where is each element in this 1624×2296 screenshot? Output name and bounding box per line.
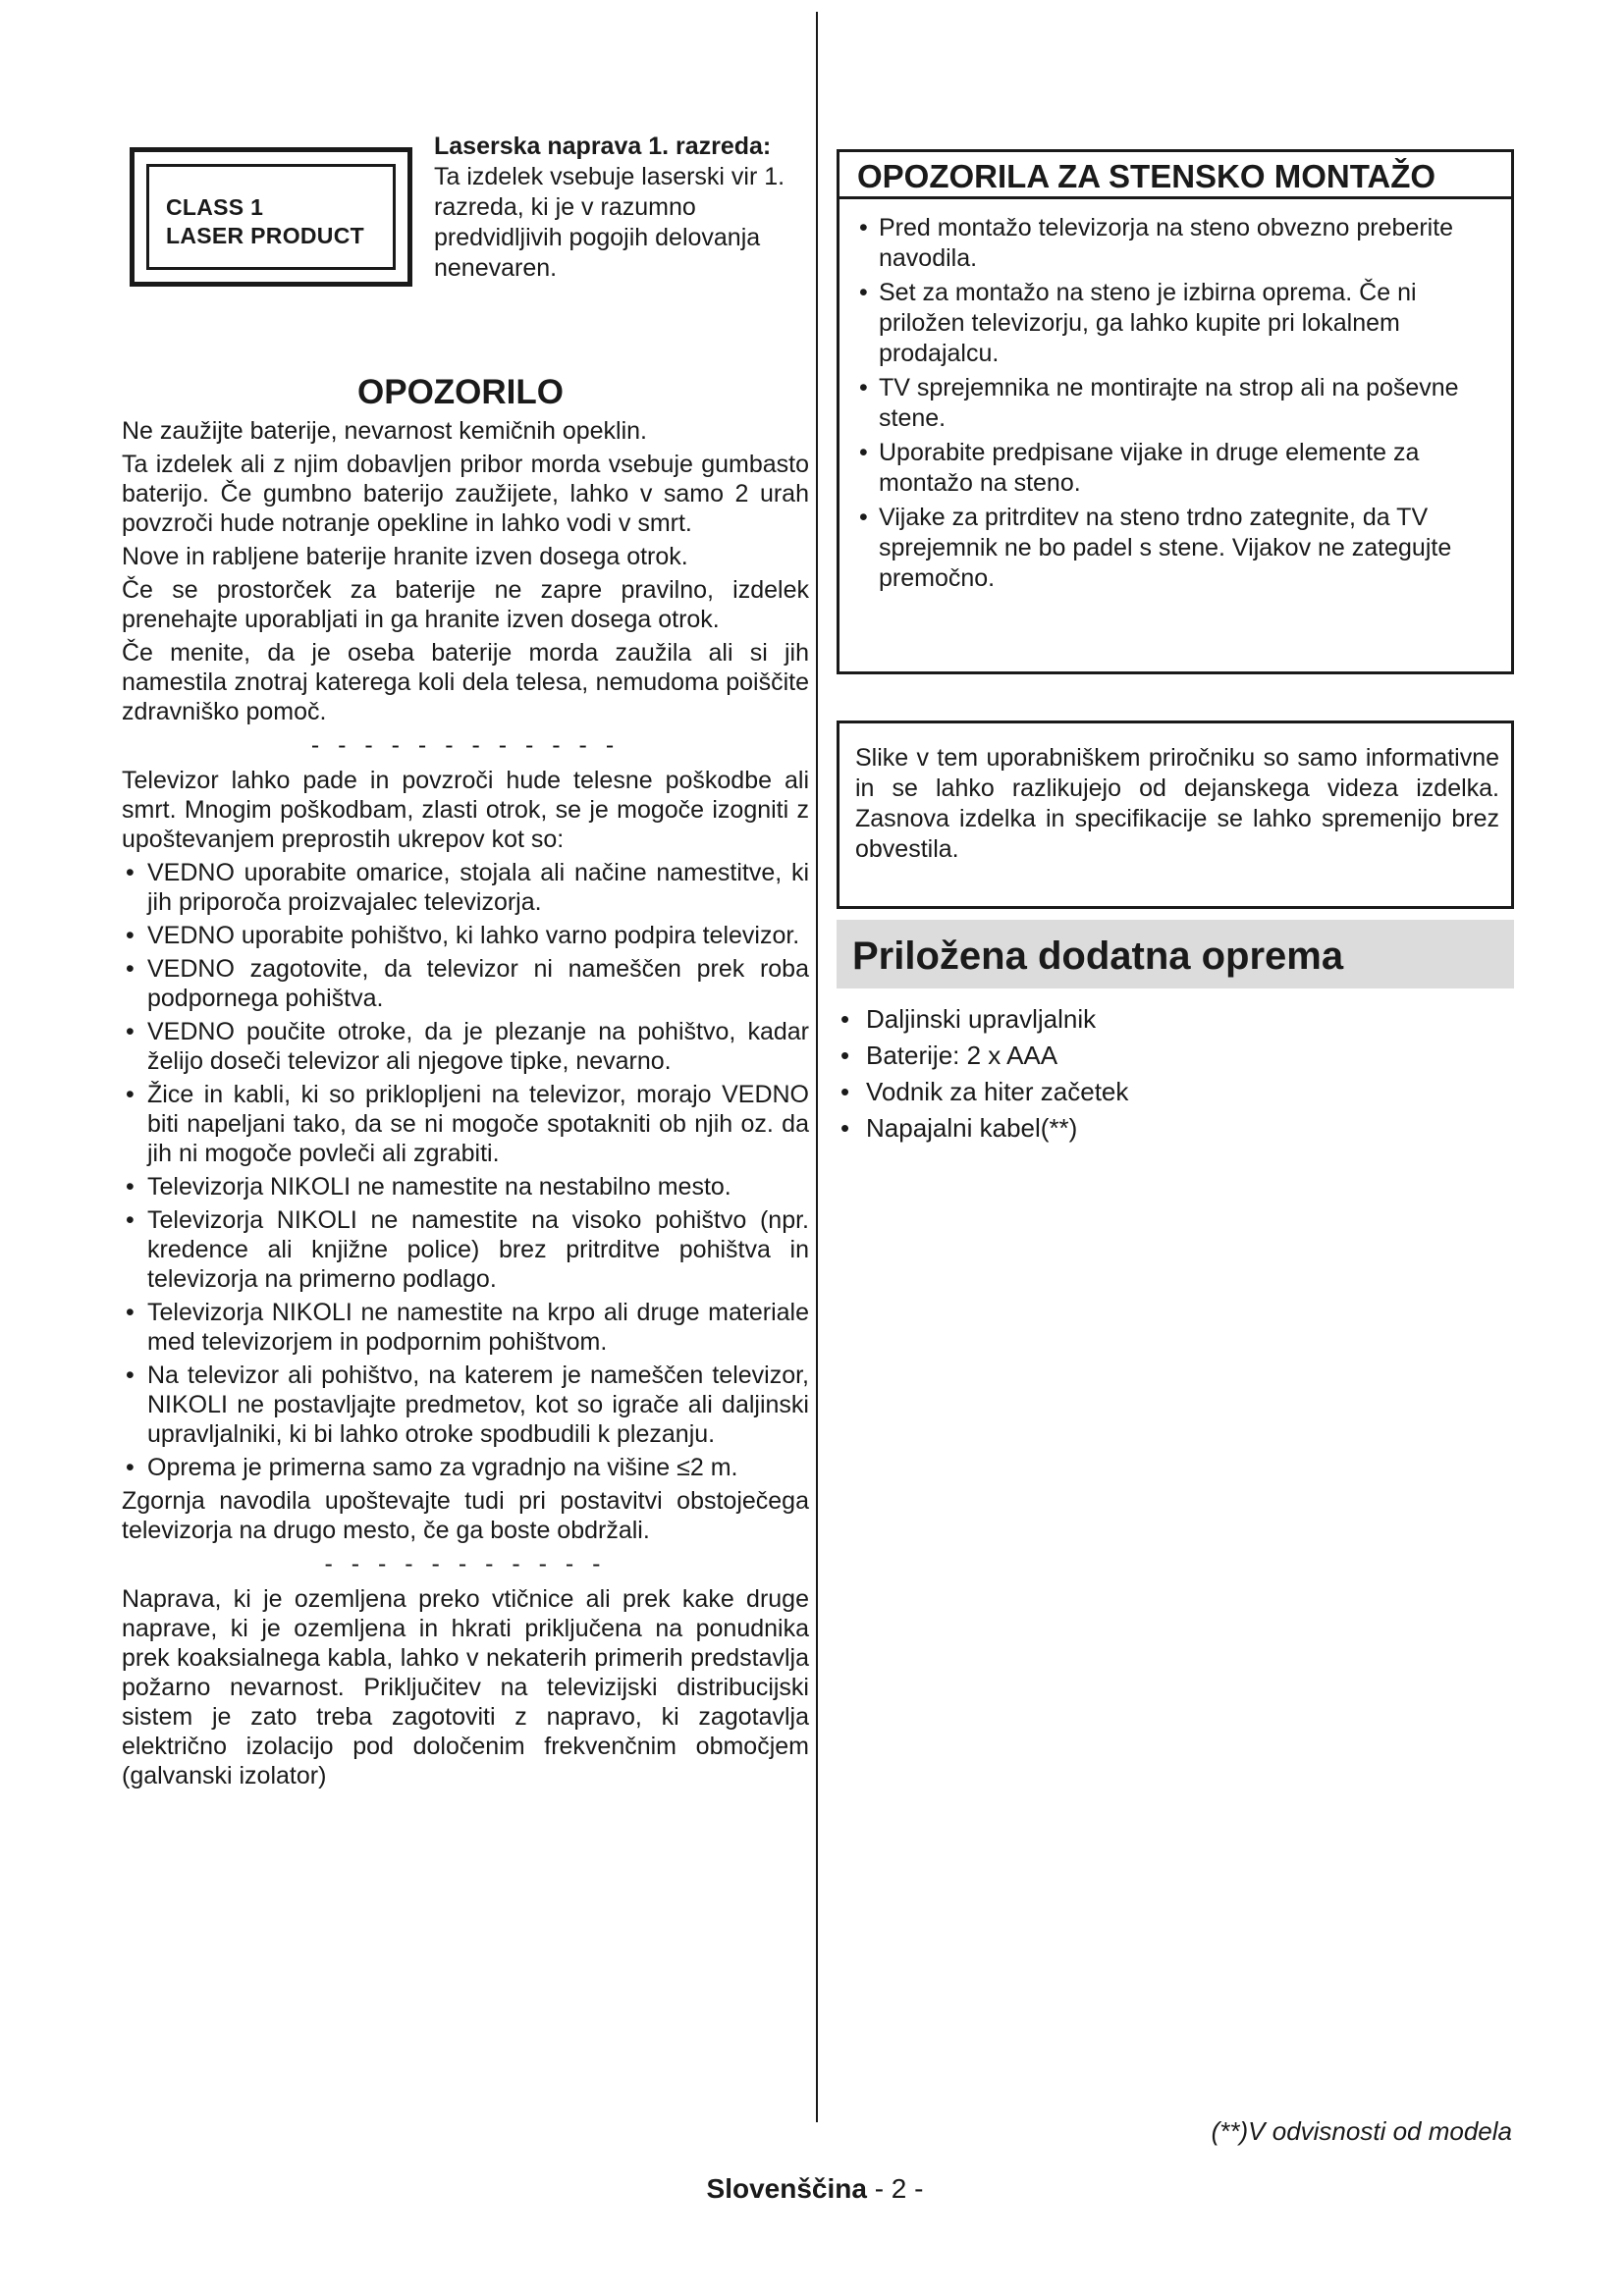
list-item: • Napajalni kabel(**) bbox=[837, 1112, 1514, 1145]
list-item: • Televizorja NIKOLI ne namestite na nestabilno mesto. bbox=[122, 1172, 809, 1201]
list-item: • Žice in kabli, ki so priklopljeni na televizor, morajo VEDNO biti napeljani tako, da se ni mogoče spotakniti ob njih oz. da jih ni mogoče povleči ali zgrabiti. bbox=[122, 1080, 809, 1168]
warning-p4: Če se prostorček za baterije ne zapre pravilno, izdelek prenehajte uporabljati in ga hranite izven dosega otrok. bbox=[122, 576, 809, 633]
page-footer bbox=[589, 2173, 1041, 2205]
list-item: • Vodnik za hiter začetek bbox=[837, 1076, 1514, 1108]
list-item: • Daljinski upravljalnik bbox=[837, 1003, 1514, 1036]
laser-class-label bbox=[130, 147, 412, 287]
separator: - - - - - - - - - - - bbox=[324, 1550, 607, 1577]
list-item: • Pred montažo televizorja na steno obvezno preberite navodila. bbox=[855, 213, 1501, 274]
tv-safety-list bbox=[122, 858, 809, 1482]
tv-intro: Televizor lahko pade in povzroči hude telesne poškodbe ali smrt. Mnogim poškodbam, zlasti otrok, se je mogoče izogniti z upoštevanjem preprostih ukrepov kot so: bbox=[122, 767, 809, 853]
footer-language: Slovenščina bbox=[706, 2173, 867, 2204]
footnote: (**)V odvisnosti od modela bbox=[1211, 2116, 1512, 2146]
accessories-list bbox=[837, 1003, 1514, 1148]
warning-title: OPOZORILO bbox=[357, 373, 564, 411]
laser-label-line1: CLASS 1 bbox=[166, 194, 264, 220]
list-item: • Vijake za pritrditev na steno trdno zategnite, da TV sprejemnik ne bo padel s stene. Vijakov ne zategujte premočno. bbox=[855, 503, 1501, 594]
list-item: • Televizorja NIKOLI ne namestite na visoko pohištvo (npr. kredence ali knjižne police) brez pritrditve pohištva in televizorja na primerno podlago. bbox=[122, 1205, 809, 1294]
wall-mount-title: OPOZORILA ZA STENSKO MONTAŽO bbox=[839, 152, 1511, 199]
list-item: • Baterije: 2 x AAA bbox=[837, 1040, 1514, 1072]
laser-label-text bbox=[166, 193, 364, 250]
wall-mount-warning-box bbox=[837, 149, 1514, 674]
list-item: • Uporabite predpisane vijake in druge elemente za montažo na steno. bbox=[855, 438, 1501, 499]
laser-label-line2: LASER PRODUCT bbox=[166, 223, 364, 248]
list-item: • VEDNO uporabite pohištvo, ki lahko varno podpira televizor. bbox=[122, 921, 809, 950]
warning-body bbox=[122, 416, 809, 1794]
accessories-title: Priložena dodatna oprema bbox=[837, 920, 1514, 988]
laser-text: Ta izdelek vsebuje laserski vir 1. razreda, ki je v razumno predvidljivih pogojih delovanja nenevaren. bbox=[434, 163, 785, 282]
list-item: • Oprema je primerna samo za vgradnjo na višine ≤2 m. bbox=[122, 1453, 809, 1482]
warning-p2: Ta izdelek ali z njim dobavljen pribor morda vsebuje gumbasto baterijo. Če gumbno baterijo zaužijete, lahko v samo 2 urah povzroči hude notranje opekline in lahko vodi v smrt. bbox=[122, 451, 809, 537]
laser-description bbox=[434, 132, 803, 284]
warning-p3: Nove in rabljene baterije hranite izven dosega otrok. bbox=[122, 543, 688, 570]
footer-page-number: - 2 - bbox=[874, 2173, 924, 2204]
laser-heading: Laserska naprava 1. razreda: bbox=[434, 133, 772, 160]
list-item: • Na televizor ali pohištvo, na katerem je nameščen televizor, NIKOLI ne postavljajte predmetov, kot so igrače ali daljinski upravljalniki, ki bi lahko otroke spodbudili k plezanju. bbox=[122, 1361, 809, 1449]
separator: - - - - - - - - - - - - bbox=[310, 731, 621, 759]
grounding-note: Naprava, ki je ozemljena preko vtičnice ali prek kake druge naprave, ki je ozemljena in hkrati priključena na ponudnika prek koaksialnega kabla, lahko v nekaterih primerih predstavlja požarno nevarnost. Priključitev na televizijski distribucijski sistem je zato treba zagotoviti z napravo, ki zagotavlja električno izolacijo pod določenim frekvenčnim območjem (galvanski izolator) bbox=[122, 1585, 809, 1789]
relocation-note: Zgornja navodila upoštevajte tudi pri postavitvi obstoječega televizorja na drugo mesto, če ga boste obdržali. bbox=[122, 1487, 809, 1544]
list-item: • Televizorja NIKOLI ne namestite na krpo ali druge materiale med televizorjem in podpornim pohištvom. bbox=[122, 1298, 809, 1357]
column-divider bbox=[816, 12, 818, 2122]
list-item: • TV sprejemnika ne montirajte na strop ali na poševne stene. bbox=[855, 373, 1501, 434]
warning-p5: Če menite, da je oseba baterije morda zaužila ali si jih namestila znotraj katerega koli dela telesa, nemudoma poiščite zdravniško pomoč. bbox=[122, 639, 809, 725]
list-item: • VEDNO zagotovite, da televizor ni nameščen prek roba podpornega pohištva. bbox=[122, 954, 809, 1013]
list-item: • VEDNO poučite otroke, da je plezanje na pohištvo, kadar želijo doseči televizor ali njegove tipke, nevarno. bbox=[122, 1017, 809, 1076]
info-note-box: Slike v tem uporabniškem priročniku so samo informativne in se lahko razlikujejo od dejanskega videza izdelka. Zasnova izdelka in specifikacije se lahko spremenijo brez obvestila. bbox=[837, 721, 1514, 909]
list-item: • VEDNO uporabite omarice, stojala ali načine namestitve, ki jih priporoča proizvajalec televizorja. bbox=[122, 858, 809, 917]
warning-p1: Ne zaužijte baterije, nevarnost kemičnih opeklin. bbox=[122, 417, 647, 445]
list-item: • Set za montažo na steno je izbirna oprema. Če ni priložen televizorju, ga lahko kupite pri lokalnem prodajalcu. bbox=[855, 278, 1501, 369]
wall-mount-list bbox=[855, 213, 1501, 598]
